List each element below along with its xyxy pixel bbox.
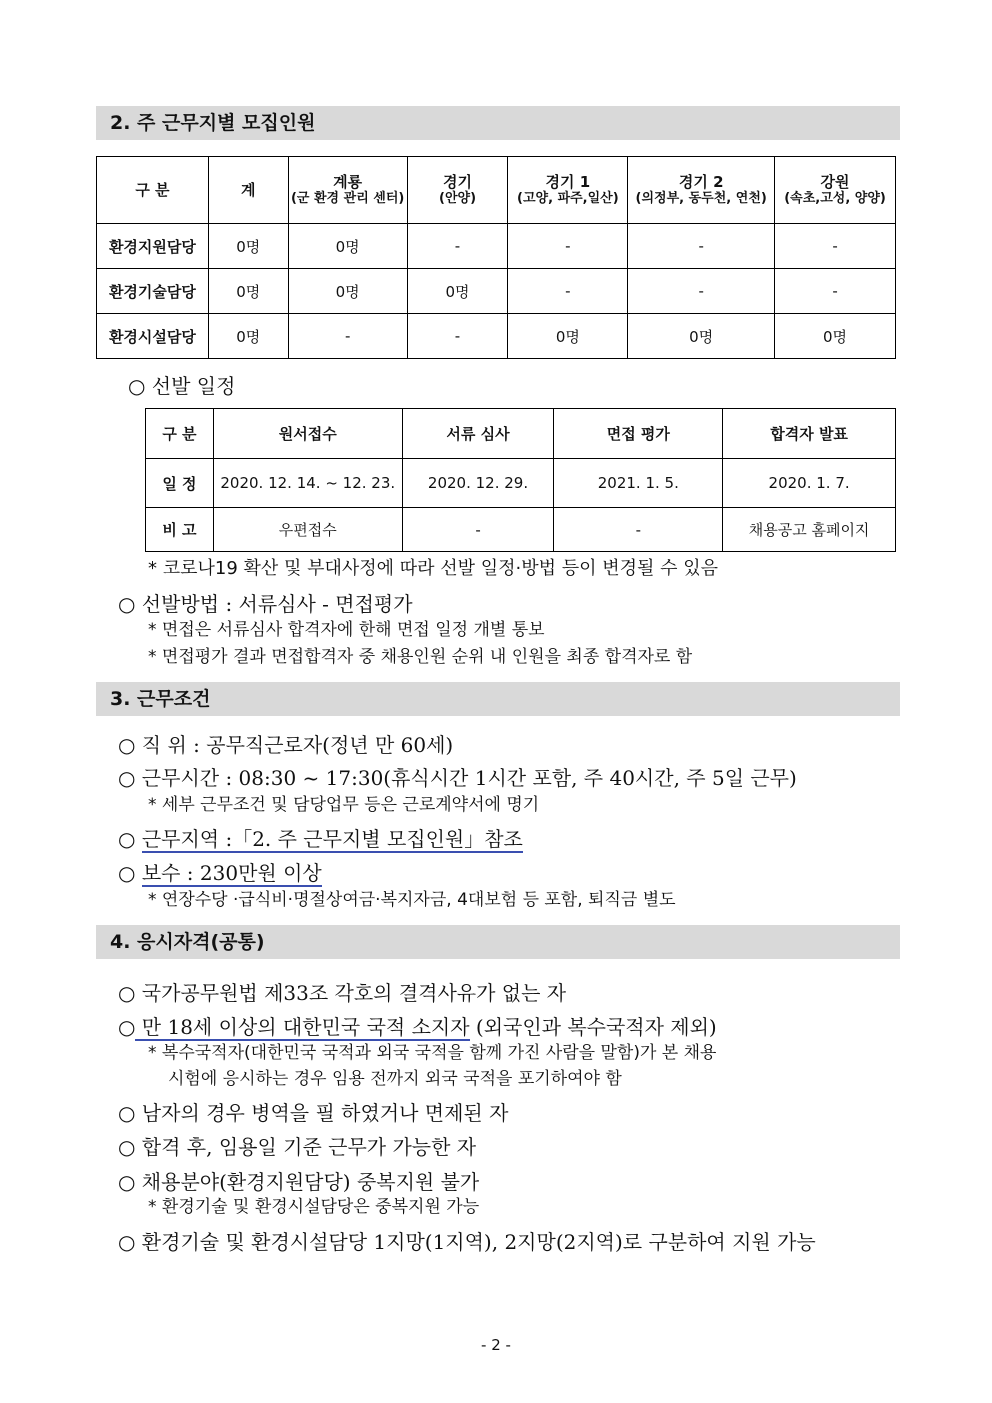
method-note-1: * 면접은 서류심사 합격자에 한해 면접 일정 개별 통보 [148, 620, 545, 640]
pay-note: * 연장수당 ·급식비·명절상여금·복지자금, 4대보험 등 포함, 퇴직금 별도 [148, 890, 676, 910]
cell-gyeonggi2: - [628, 269, 775, 314]
cell-gyeryong: - [288, 314, 407, 359]
section-2-heading: 2. 주 근무지별 모집인원 [96, 106, 900, 140]
table-row [146, 459, 896, 508]
sched-cell: - [402, 508, 554, 552]
header-gyeonggi [407, 157, 508, 224]
schedule-heading: ○ 선발 일정 [128, 374, 236, 398]
position-line: ○ 직 위 : 공무직근로자(정년 만 60세) [118, 733, 454, 757]
row-label: 환경지원담당 [97, 224, 209, 269]
sched-cell: 채용공고 홈페이지 [723, 508, 896, 552]
header-gangwon-main: 강원 [820, 172, 850, 191]
cell-gyeryong: 0명 [288, 269, 407, 314]
table-row [97, 269, 896, 314]
header-gyeryong [288, 157, 407, 224]
sched-cell: - [554, 508, 723, 552]
header-gyeonggi2 [628, 157, 775, 224]
table-row [97, 314, 896, 359]
q2-tail: (외국인과 복수국적자 제외) [469, 1015, 717, 1039]
section-4-heading: 4. 응시자격(공통) [96, 925, 900, 959]
cell-gyeonggi1: - [508, 269, 628, 314]
qualification-2-note-2: 시험에 응시하는 경우 임용 전까지 외국 국적을 포기하여야 함 [168, 1069, 622, 1089]
qualification-5: ○ 채용분야(환경지원담당) 중복지원 불가 [118, 1170, 480, 1194]
sched-header-announcement: 합격자 발표 [723, 409, 896, 459]
header-gyeonggi1-main: 경기 1 [545, 172, 591, 191]
cell-gyeonggi: - [407, 314, 508, 359]
region-bullet: ○ [118, 827, 142, 851]
cell-gyeryong: 0명 [288, 224, 407, 269]
qualification-2-note-1: * 복수국적자(대한민국 국적과 외국 국적을 함께 가진 사람을 말함)가 본 채용 [148, 1043, 717, 1063]
selection-method: ○ 선발방법 : 서류심사 - 면접평가 [118, 592, 413, 616]
page-number: - 2 - [481, 1336, 511, 1354]
cell-total: 0명 [208, 269, 288, 314]
header-total: 계 [208, 157, 288, 224]
cell-gangwon: 0명 [775, 314, 896, 359]
header-gyeryong-main: 계룡 [333, 172, 363, 191]
sched-cell: 우편접수 [213, 508, 402, 552]
work-hours-note: * 세부 근무조건 및 담당업무 등은 근로계약서에 명기 [148, 795, 540, 815]
cell-gyeonggi2: - [628, 224, 775, 269]
schedule-note: * 코로나19 확산 및 부대사정에 따라 선발 일정·방법 등이 변경될 수 있음 [148, 558, 719, 579]
work-region-text: 근무지역 :「2. 주 근무지별 모집인원」참조 [141, 827, 523, 851]
recruitment-table [96, 156, 896, 359]
pay-bullet: ○ [118, 861, 142, 885]
cell-gyeonggi1: 0명 [508, 314, 628, 359]
qualification-2 [118, 1015, 717, 1039]
qualification-6: ○ 환경기술 및 환경시설담당 1지망(1지역), 2지망(2지역)로 구분하여 지원 가능 [118, 1230, 816, 1254]
header-gyeonggi2-main: 경기 2 [678, 172, 724, 191]
sched-header-interview: 면접 평가 [554, 409, 723, 459]
cell-total: 0명 [208, 314, 288, 359]
sched-header-category: 구 분 [146, 409, 214, 459]
sched-row-label: 비 고 [146, 508, 214, 552]
sched-cell: 2020. 12. 29. [402, 459, 554, 508]
cell-gyeonggi: 0명 [407, 269, 508, 314]
qualification-4: ○ 합격 후, 임용일 기준 근무가 가능한 자 [118, 1135, 477, 1159]
header-gyeonggi1-sub: (고양, 파주,일산) [517, 190, 619, 206]
method-note-2: * 면접평가 결과 면접합격자 중 채용인원 순위 내 인원을 최종 합격자로 함 [148, 647, 693, 667]
header-gyeonggi-main: 경기 [443, 172, 472, 191]
header-gyeonggi2-sub: (의정부, 동두천, 연천) [635, 190, 767, 206]
sched-cell: 2021. 1. 5. [554, 459, 723, 508]
sched-row-label: 일 정 [146, 459, 214, 508]
header-gangwon [775, 157, 896, 224]
cell-gyeonggi: - [407, 224, 508, 269]
pay-text: 보수 : 230만원 이상 [141, 861, 322, 885]
sched-cell: 2020. 1. 7. [723, 459, 896, 508]
header-gyeonggi1 [508, 157, 628, 224]
header-gyeonggi-sub: (안양) [439, 190, 477, 206]
row-label: 환경기술담당 [97, 269, 209, 314]
row-label: 환경시설담당 [97, 314, 209, 359]
header-gangwon-sub: (속초,고성, 양양) [784, 190, 886, 206]
work-hours-line: ○ 근무시간 : 08:30 ~ 17:30(휴식시간 1시간 포함, 주 40시간, 주 5일 근무) [118, 766, 797, 790]
header-category: 구 분 [97, 157, 209, 224]
cell-gyeonggi2: 0명 [628, 314, 775, 359]
work-region-line [118, 827, 523, 851]
cell-total: 0명 [208, 224, 288, 269]
section-3-heading: 3. 근무조건 [96, 682, 900, 716]
pay-line [118, 861, 322, 885]
cell-gangwon: - [775, 269, 896, 314]
qualification-1: ○ 국가공무원법 제33조 각호의 결격사유가 없는 자 [118, 981, 567, 1005]
qualification-3: ○ 남자의 경우 병역을 필 하였거나 면제된 자 [118, 1101, 509, 1125]
cell-gyeonggi1: - [508, 224, 628, 269]
header-gyeryong-sub: (군 환경 관리 센터) [290, 190, 405, 206]
q2-bullet: ○ [118, 1015, 136, 1039]
sched-header-application: 원서접수 [213, 409, 402, 459]
schedule-table [145, 408, 896, 552]
table-row [97, 224, 896, 269]
sched-cell: 2020. 12. 14. ~ 12. 23. [213, 459, 402, 508]
qualification-5-note: * 환경기술 및 환경시설담당은 중복지원 가능 [148, 1197, 480, 1217]
table-row [146, 508, 896, 552]
sched-header-document-review: 서류 심사 [402, 409, 554, 459]
cell-gangwon: - [775, 224, 896, 269]
q2-underlined: 만 18세 이상의 대한민국 국적 소지자 [135, 1015, 470, 1039]
